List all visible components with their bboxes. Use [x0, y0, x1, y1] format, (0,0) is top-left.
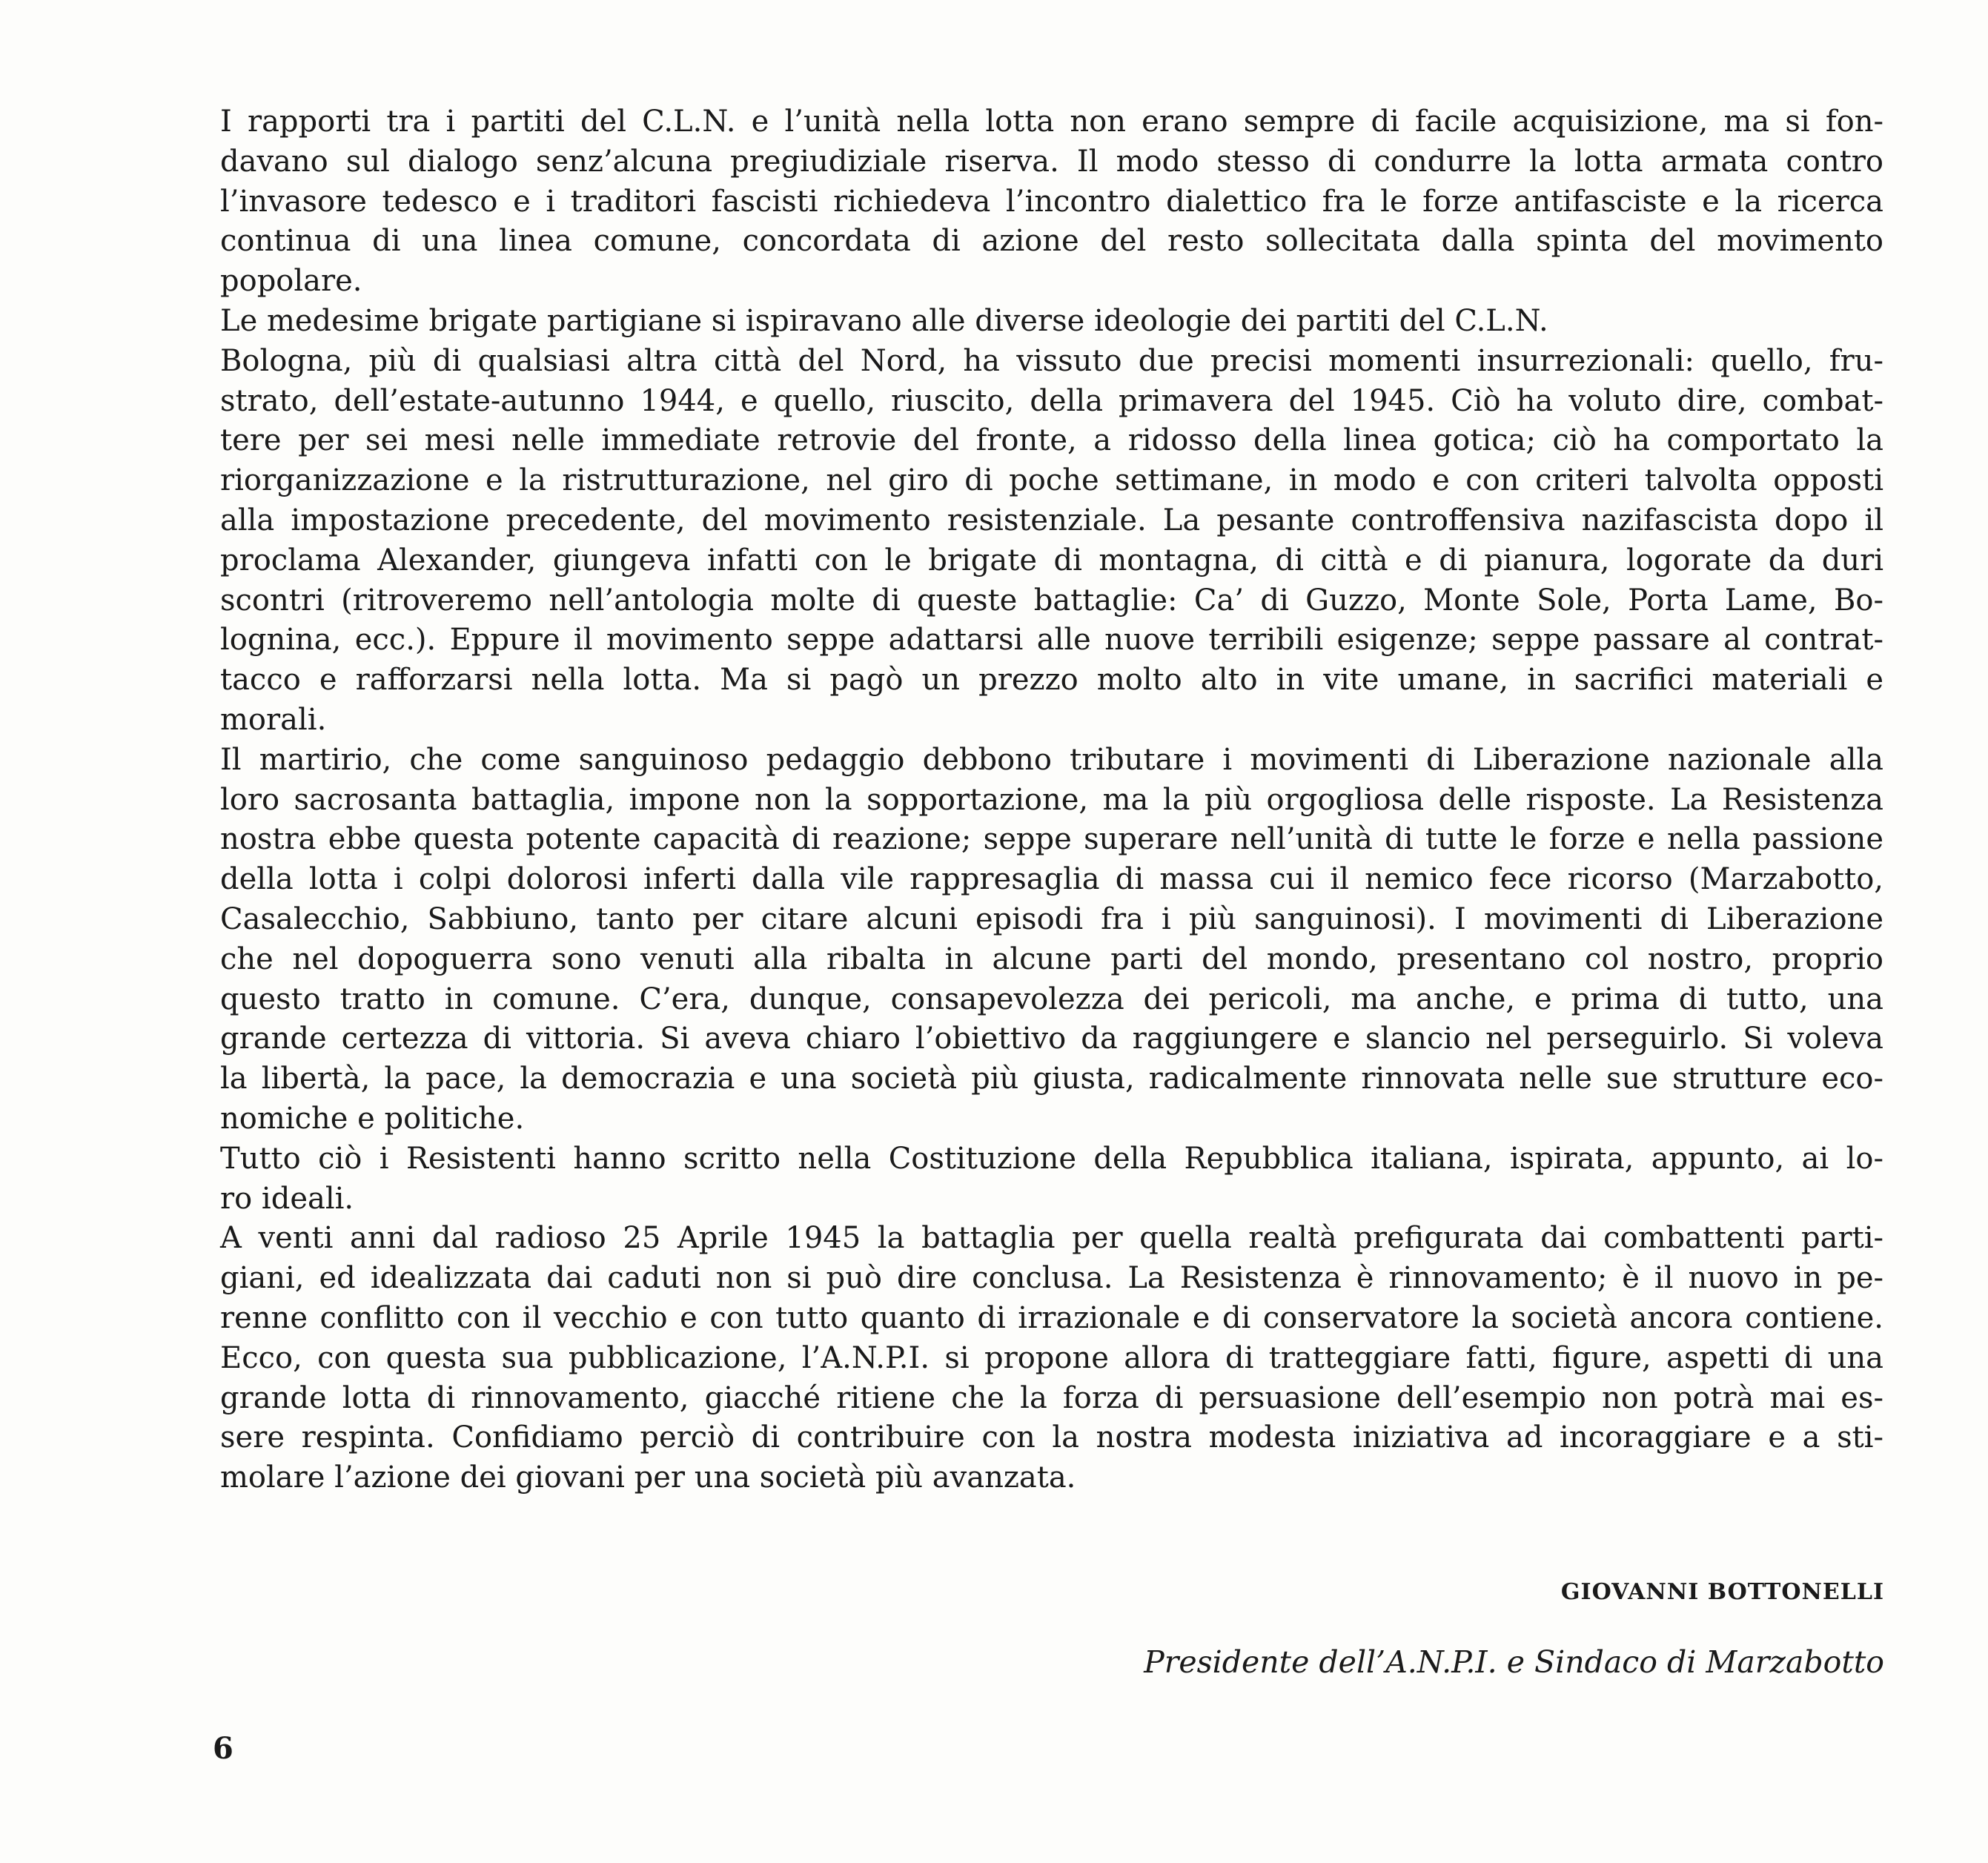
- body-line: proclama Alexander, giungeva infatti con le brigate di montagna, di città e di pianura, logorate da duri: [220, 543, 1883, 578]
- body-line: I rapporti tra i partiti del C.L.N. e l’unità nella lotta non erano sempre di facile acquisizione, ma si fon-: [220, 105, 1883, 139]
- body-line: la libertà, la pace, la democrazia e una società più giusta, radicalmente rinnovata nelle sue strutture eco-: [220, 1062, 1883, 1096]
- body-line: nostra ebbe questa potente capacità di reazione; seppe superare nell’unità di tutte le forze e nella passione: [220, 822, 1883, 857]
- body-line: che nel dopoguerra sono venuti alla ribalta in alcune parti del mondo, presentano col nostro, proprio: [220, 942, 1883, 976]
- body-line: popolare.: [220, 264, 362, 299]
- body-line: continua di una linea comune, concordata di azione del resto sollecitata dalla spinta del movimento: [220, 224, 1883, 259]
- body-line: Il martirio, che come sanguinoso pedaggio debbono tributare i movimenti di Liberazione nazionale alla: [220, 742, 1883, 777]
- body-line: Bologna, più di qualsiasi altra città del Nord, ha vissuto due precisi momenti insurrezionali: quello, fru-: [220, 343, 1883, 378]
- body-line: davano sul dialogo senz’alcuna pregiudiziale riserva. Il modo stesso di condurre la lotta armata contro: [220, 144, 1883, 179]
- body-line: giani, ed idealizzata dai caduti non si può dire conclusa. La Resistenza è rinnovamento; è il nuovo in pe-: [220, 1261, 1883, 1296]
- body-line: della lotta i colpi dolorosi inferti dalla vile rappresaglia di massa cui il nemico fece ricorso (Marzabotto,: [220, 862, 1883, 897]
- body-line: grande certezza di vittoria. Si aveva chiaro l’obiettivo da raggiungere e slancio nel perseguirlo. Si voleva: [220, 1022, 1883, 1056]
- body-line: Ecco, con questa sua pubblicazione, l’A.N.P.I. si propone allora di tratteggiare fatti, figure, aspetti di una: [220, 1340, 1883, 1375]
- body-line: strato, dell’estate-autunno 1944, e quello, riuscito, della primavera del 1945. Ciò ha voluto dire, combat-: [220, 383, 1883, 418]
- body-line: sere respinta. Confidiamo perciò di contribuire con la nostra modesta iniziativa ad incoraggiare e a sti-: [220, 1420, 1883, 1455]
- body-line: l’invasore tedesco e i traditori fascisti richiedeva l’incontro dialettico fra le forze antifasciste e la ricerca: [220, 184, 1883, 219]
- body-line: molare l’azione dei giovani per una società più avanzata.: [220, 1460, 1076, 1495]
- body-line: loro sacrosanta battaglia, impone non la sopportazione, ma la più orgogliosa delle risposte. La Resistenza: [220, 782, 1883, 817]
- body-line: questo tratto in comune. C’era, dunque, consapevolezza dei pericoli, ma anche, e prima di tutto, una: [220, 982, 1883, 1016]
- body-text: [220, 102, 1883, 1498]
- page-number: 6: [213, 1731, 233, 1766]
- body-line: morali.: [220, 702, 327, 737]
- body-line: Casalecchio, Sabbiuno, tanto per citare alcuni episodi fra i più sanguinosi). I movimenti di Liberazione: [220, 901, 1883, 936]
- body-line: Le medesime brigate partigiane si ispiravano alle diverse ideologie dei partiti del C.L.N.: [220, 303, 1548, 338]
- body-line: scontri (ritroveremo nell’antologia molte di queste battaglie: Ca’ di Guzzo, Monte Sole, Porta Lame, Bo-: [220, 583, 1883, 618]
- body-line: tere per sei mesi nelle immediate retrovie del fronte, a ridosso della linea gotica; ciò ha comportato la: [220, 423, 1883, 458]
- body-line: tacco e rafforzarsi nella lotta. Ma si pagò un prezzo molto alto in vite umane, in sacrifici materiali e: [220, 663, 1883, 698]
- body-line: riorganizzazione e la ristrutturazione, nel giro di poche settimane, in modo e con criteri talvolta opposti: [220, 463, 1883, 498]
- body-line: lognina, ecc.). Eppure il movimento seppe adattarsi alle nuove terribili esigenze; seppe passare al contrat-: [220, 623, 1883, 658]
- body-line: ro ideali.: [220, 1181, 354, 1216]
- body-line: renne conflitto con il vecchio e con tutto quanto di irrazionale e di conservatore la società ancora contiene.: [220, 1300, 1883, 1335]
- signature-name: GIOVANNI BOTTONELLI: [1560, 1579, 1884, 1605]
- body-line: grande lotta di rinnovamento, giacché ritiene che la forza di persuasione dell’esempio non potrà mai es-: [220, 1380, 1883, 1415]
- body-line: alla impostazione precedente, del movimento resistenziale. La pesante controffensiva nazifascista dopo il: [220, 503, 1883, 537]
- body-line: Tutto ciò i Resistenti hanno scritto nella Costituzione della Repubblica italiana, ispirata, appunto, ai lo-: [220, 1141, 1883, 1176]
- body-line: nomiche e politiche.: [220, 1101, 525, 1136]
- body-line: A venti anni dal radioso 25 Aprile 1945 la battaglia per quella realtà prefigurata dai combattenti parti-: [220, 1221, 1883, 1256]
- signature-role: Presidente dell’A.N.P.I. e Sindaco di Marzabotto: [1144, 1644, 1884, 1680]
